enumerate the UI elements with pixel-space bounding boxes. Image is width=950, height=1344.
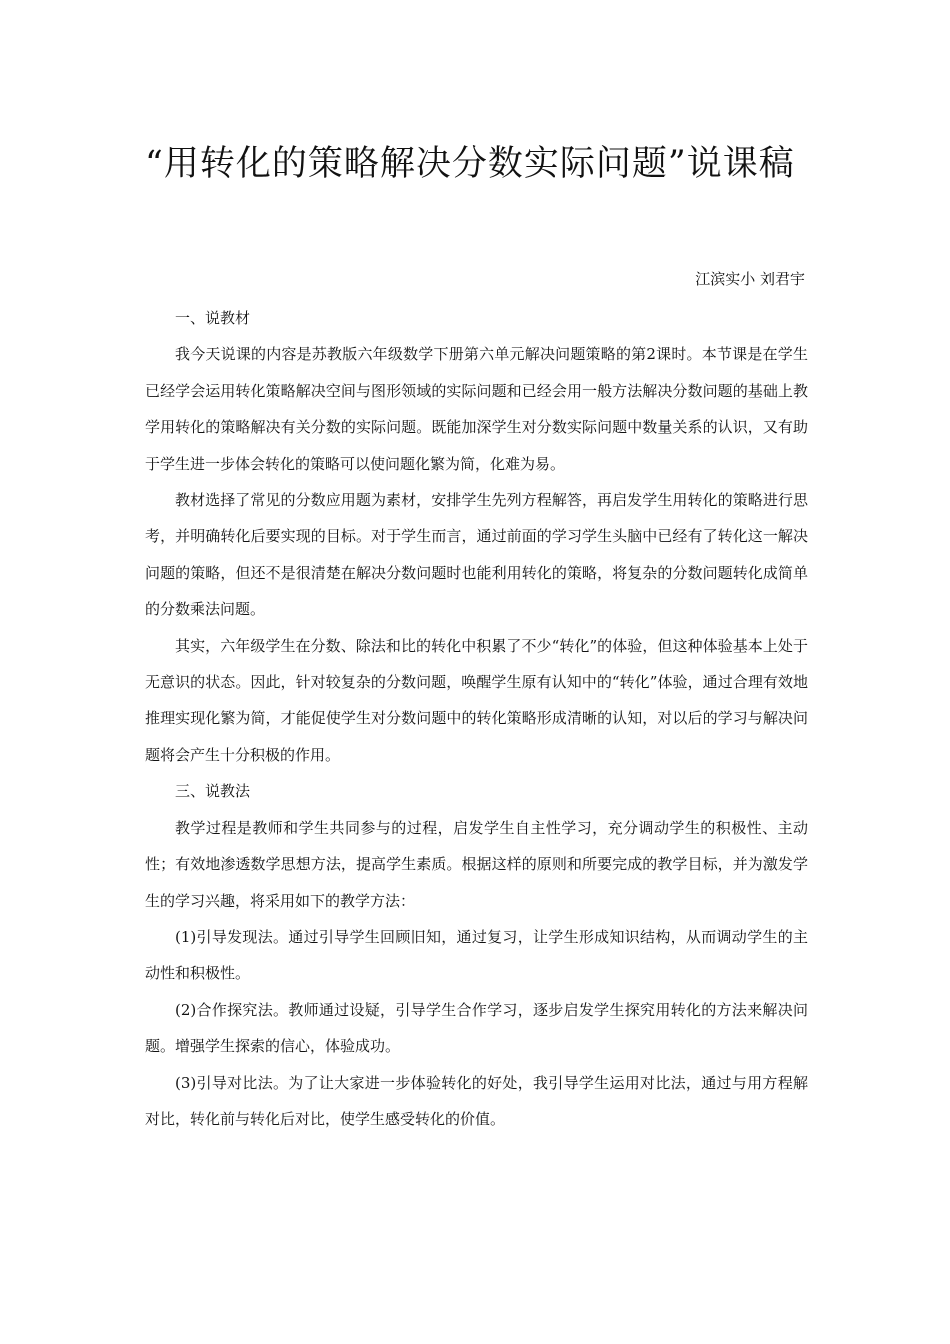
section-heading: 三、说教法 [175, 782, 251, 801]
paragraph: 其实，六年级学生在分数、除法和比的转化中积累了不少“转化”的体验，但这种体验基本上处于无意识的状态。因此，针对较复杂的分数问题，唤醒学生原有认知中的“转化”体验，通过合理有效地推理实现化繁为简，才能促使学生对分数问题中的转化策略形成清晰的认知，对以后的学习与解决问题将会产生十分积极的作用。 [145, 636, 808, 764]
paragraph: 我今天说课的内容是苏教版六年级数学下册第六单元解决问题策略的第2课时。本节课是在学生已经学会运用转化策略解决空间与图形领域的实际问题和已经会用一般方法解决分数问题的基础上教学用转化的策略解决有关分数的实际问题。既能加深学生对分数实际问题中数量关系的认识，又有助于学生进一步体会转化的策略可以使问题化繁为简，化难为易。 [145, 345, 808, 473]
paragraph: (2)合作探究法。教师通过设疑，引导学生合作学习，逐步启发学生探究用转化的方法来解决问题。增强学生探索的信心，体验成功。 [145, 1000, 808, 1056]
section-heading: 一、说教材 [175, 309, 251, 327]
paragraph: (3)引导对比法。为了让大家进一步体验转化的好处，我引导学生运用对比法，通过与用方程解对比，转化前与转化后对比，使学生感受转化的价值。 [145, 1073, 808, 1128]
paragraph: 教材选择了常见的分数应用题为素材，安排学生先列方程解答，再启发学生用转化的策略进行思考，并明确转化后要实现的目标。对于学生而言，通过前面的学习学生头脑中已经有了转化这一解决问题的策略，但还不是很清楚在解决分数问题时也能利用转化的策略，将复杂的分数问题转化成简单的分数乘法问题。 [145, 491, 808, 619]
paragraph: 教学过程是教师和学生共同参与的过程，启发学生自主性学习，充分调动学生的积极性、主动性；有效地渗透数学思想方法，提高学生素质。根据这样的原则和所要完成的教学目标，并为激发学生的学习兴趣，将采用如下的教学方法： [145, 818, 808, 910]
document-title: “用转化的策略解决分数实际问题”说课稿 [145, 144, 795, 184]
author-line: 江滨实小 刘君宇 [695, 270, 805, 288]
paragraph: (1)引导发现法。通过引导学生回顾旧知，通过复习，让学生形成知识结构，从而调动学生的主动性和积极性。 [145, 927, 808, 983]
document-body [145, 300, 808, 1137]
